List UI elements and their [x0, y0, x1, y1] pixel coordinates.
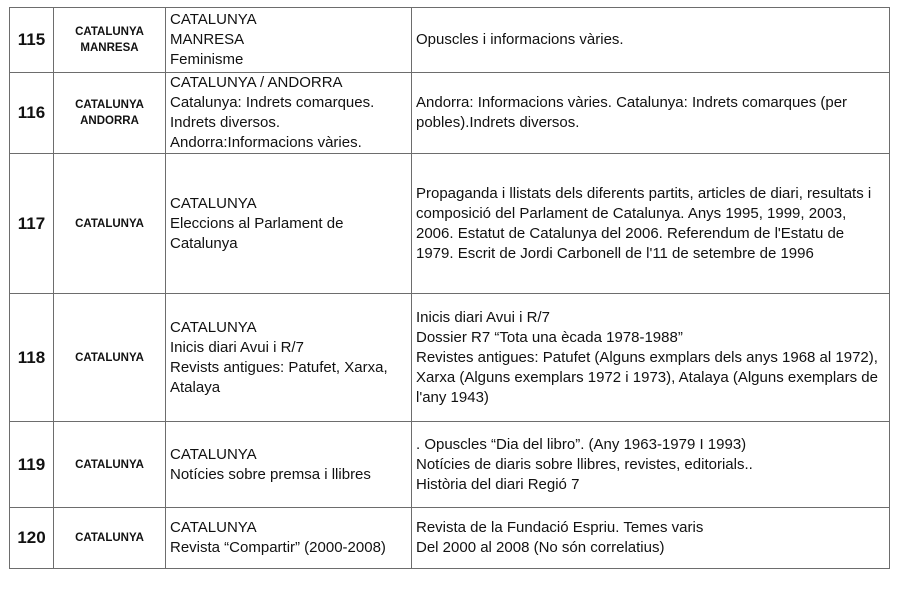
subject-line: Eleccions al Parlament de	[170, 214, 344, 232]
table-row	[10, 8, 890, 73]
subject-line: CATALUNYA	[170, 11, 257, 28]
area-cell	[54, 73, 166, 154]
subject-line: CATALUNYA / ANDORRA	[170, 74, 343, 91]
area-line: CATALUNYA	[75, 217, 144, 230]
subject-line: Revista “Compartir” (2000-2008)	[170, 539, 386, 556]
subject-cell	[166, 294, 412, 422]
description-cell	[412, 154, 890, 294]
subject-cell	[166, 154, 412, 294]
subject-cell	[166, 422, 412, 508]
subject-line: Catalunya	[170, 234, 238, 252]
subject-line: CATALUNYA	[170, 445, 257, 463]
table-row	[10, 422, 890, 508]
description-line: Notícies de diaris sobre llibres, revistes, editorials..	[416, 455, 753, 473]
area-line: CATALUNYA	[75, 26, 144, 38]
area-cell	[54, 8, 166, 73]
description-cell	[412, 508, 890, 569]
description-cell	[412, 422, 890, 508]
subject-line: Indrets diversos.	[170, 114, 281, 131]
description-cell	[412, 73, 890, 154]
table-row	[10, 73, 890, 154]
table-row	[10, 294, 890, 422]
subject-line: Catalunya: Indrets comarques.	[170, 94, 375, 111]
description-line: . Opuscles “Dia del libro”. (Any 1963-1979 I 1993)	[416, 435, 747, 453]
area-cell	[54, 294, 166, 422]
description-line: Revistes antigues: Patufet (Alguns exmplars dels anys 1968 al 1972), Xarxa (Alguns exemplars 1972 i 1973), Atalaya (Alguns exemplars de l'any 1943)	[416, 348, 878, 406]
area-line: CATALUNYA	[75, 532, 144, 544]
description-line: Dossier R7 “Tota una ècada 1978-1988”	[416, 328, 683, 346]
row-number: 118	[10, 294, 54, 422]
description-line: Història del diari Regió 7	[416, 475, 580, 493]
row-number: 117	[10, 154, 54, 294]
row-number: 120	[10, 508, 54, 569]
subject-line: MANRESA	[170, 31, 245, 48]
subject-line: CATALUNYA	[170, 194, 257, 212]
area-line: CATALUNYA	[75, 99, 144, 111]
description-line: Del 2000 al 2008 (No són correlatius)	[416, 539, 665, 556]
area-line: MANRESA	[80, 42, 139, 54]
subject-line: Feminisme	[170, 51, 244, 68]
table-row	[10, 508, 890, 569]
subject-line: Notícies sobre premsa i llibres	[170, 465, 371, 483]
subject-line: Revists antigues: Patufet, Xarxa,	[170, 358, 388, 376]
description-line: Opuscles i informacions vàries.	[416, 31, 624, 48]
subject-line: CATALUNYA	[170, 519, 257, 536]
subject-line: CATALUNYA	[170, 318, 257, 336]
subject-line: Inicis diari Avui i R/7	[170, 338, 304, 356]
area-line: ANDORRA	[80, 115, 139, 127]
area-line: CATALUNYA	[75, 351, 144, 364]
row-number: 116	[10, 73, 54, 154]
area-cell	[54, 154, 166, 294]
description-line: Propaganda i llistats dels diferents partits, articles de diari, resultats i composició del Parlament de Catalunya. Anys 1995, 1999, 2003, 2006. Estatut de Catalunya del 2006. Referendum de l'Estatu de 1979. Escrit de Jordi Carbonell de l'11 de setembre de 1996	[416, 184, 872, 262]
description-line: Inicis diari Avui i R/7	[416, 308, 550, 326]
area-cell	[54, 508, 166, 569]
subject-line: Andorra:Informacions vàries.	[170, 134, 362, 151]
catalog-table	[9, 7, 890, 569]
row-number: 119	[10, 422, 54, 508]
area-line: CATALUNYA	[75, 458, 144, 471]
subject-cell	[166, 8, 412, 73]
description-line: Revista de la Fundació Espriu. Temes varis	[416, 519, 704, 536]
area-cell	[54, 422, 166, 508]
subject-cell	[166, 73, 412, 154]
description-line: Andorra: Informacions vàries. Catalunya: Indrets comarques (per pobles).Indrets diversos.	[416, 94, 848, 131]
description-cell	[412, 8, 890, 73]
subject-cell	[166, 508, 412, 569]
subject-line: Atalaya	[170, 378, 221, 396]
table-row	[10, 154, 890, 294]
row-number: 115	[10, 8, 54, 73]
description-cell	[412, 294, 890, 422]
